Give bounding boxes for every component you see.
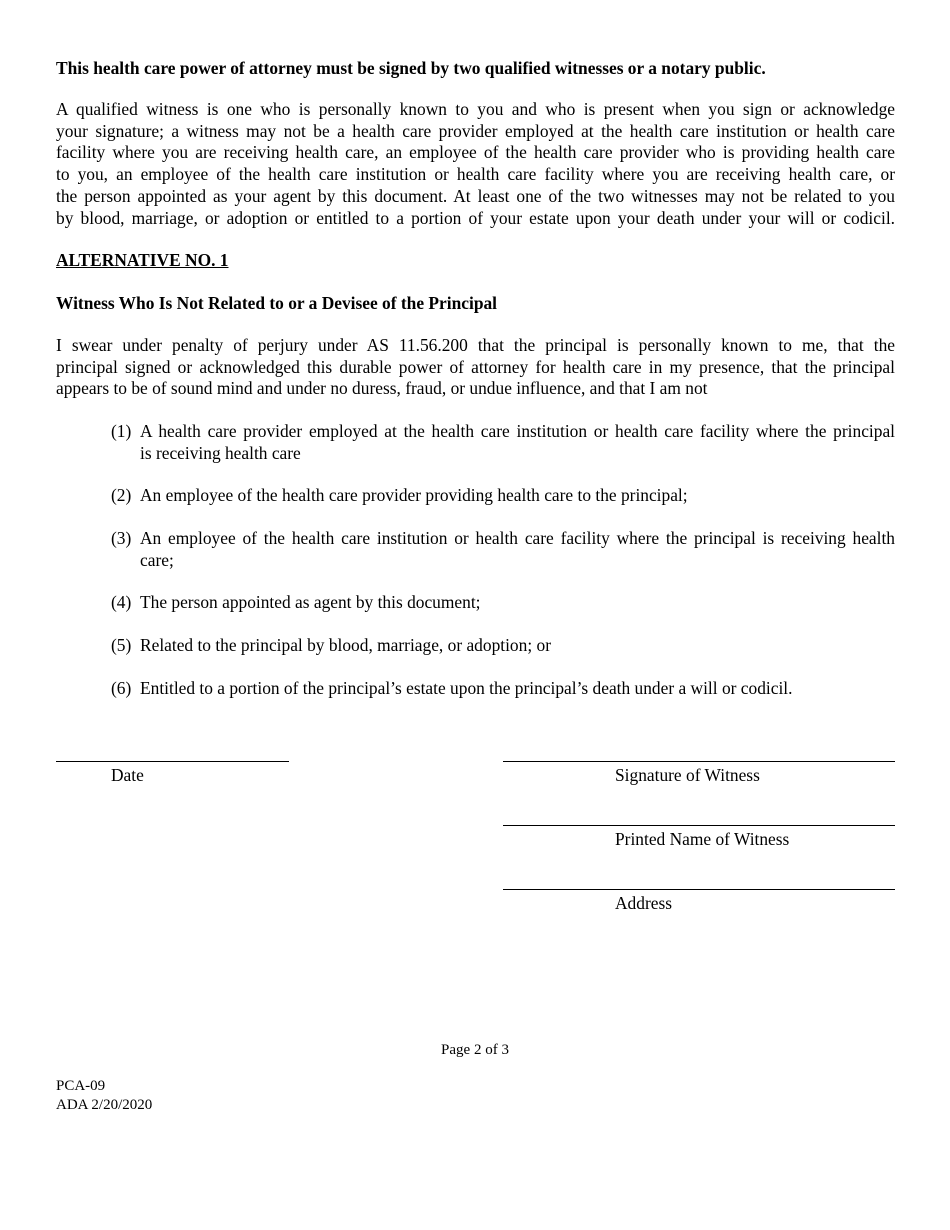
paragraph-line: to you, an employee of the health care institution or health care facility where you are receiving health care, or	[56, 164, 895, 185]
condition-text	[140, 528, 895, 571]
condition-number: (3)	[111, 528, 132, 548]
condition-line: An employee of the health care institution or health care facility where the principal is receiving health	[140, 528, 895, 548]
paragraph-line: A qualified witness is one who is personally known to you and who is present when you sign or acknowledge	[56, 99, 895, 119]
witness-requirement-heading: This health care power of attorney must be signed by two qualified witnesses or a notary public.	[56, 58, 766, 78]
condition-line: Entitled to a portion of the principal’s estate upon the principal’s death under a will or codicil.	[140, 678, 793, 698]
paragraph-line: the person appointed as your agent by this document. At least one of the two witnesses may not be related to you	[56, 185, 895, 206]
condition-text	[140, 678, 895, 700]
witness-signature-line[interactable]	[503, 761, 895, 762]
condition-text	[140, 485, 895, 507]
paragraph-line: facility where you are receiving health care, an employee of the health care provider who is providing health care	[56, 142, 895, 163]
condition-line: is receiving health care	[140, 442, 301, 463]
witness-section-title: Witness Who Is Not Related to or a Devisee of the Principal	[56, 293, 498, 313]
signature-of-witness-label: Signature of Witness	[615, 765, 760, 785]
condition-text	[140, 635, 895, 657]
condition-number: (2)	[111, 485, 132, 505]
condition-number: (5)	[111, 635, 132, 655]
condition-number: (1)	[111, 421, 132, 441]
condition-text	[140, 592, 895, 614]
address-line[interactable]	[503, 889, 895, 890]
page-indicator: Page 2 of 3	[441, 1042, 509, 1058]
form-revision: ADA 2/20/2020	[56, 1097, 153, 1113]
alternative-title: ALTERNATIVE NO. 1	[56, 250, 229, 270]
printed-name-label: Printed Name of Witness	[615, 829, 790, 849]
paragraph-line: by blood, marriage, or adoption or entitled to a portion of your estate upon your death under your will or codicil.	[56, 207, 895, 228]
condition-text	[140, 421, 895, 464]
date-label: Date	[111, 765, 144, 785]
condition-number: (6)	[111, 678, 132, 698]
printed-name-line[interactable]	[503, 825, 895, 826]
form-code: PCA-09	[56, 1078, 106, 1094]
paragraph-line: principal signed or acknowledged this durable power of attorney for health care in my presence, that the principal	[56, 356, 895, 377]
condition-line: An employee of the health care provider providing health care to the principal;	[140, 485, 688, 505]
condition-line: A health care provider employed at the health care institution or health care facility where the principal	[140, 421, 895, 441]
condition-line: care;	[140, 549, 174, 570]
condition-line: The person appointed as agent by this document;	[140, 592, 481, 612]
condition-number: (4)	[111, 592, 132, 612]
paragraph-line: appears to be of sound mind and under no duress, fraud, or undue influence, and that I am not	[56, 378, 708, 399]
oath-paragraph	[56, 335, 895, 400]
address-label: Address	[615, 893, 672, 913]
qualified-witness-paragraph	[56, 99, 895, 229]
paragraph-line: I swear under penalty of perjury under AS 11.56.200 that the principal is personally known to me, that the	[56, 335, 895, 355]
date-signature-line[interactable]	[56, 761, 289, 762]
condition-line: Related to the principal by blood, marriage, or adoption; or	[140, 635, 551, 655]
paragraph-line: your signature; a witness may not be a health care provider employed at the health care institution or health care	[56, 120, 895, 141]
